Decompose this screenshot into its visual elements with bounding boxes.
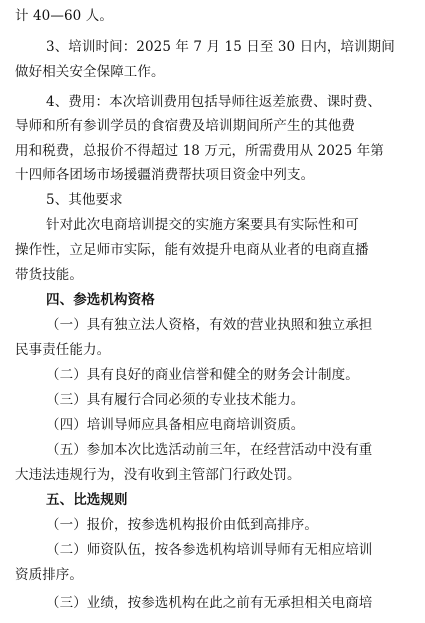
text-line: （一）报价，按参选机构报价由低到高排序。 [46,517,318,533]
text-line: 资质排序。 [15,567,83,583]
text-line: 用和税费，总报价不得超过 18 万元，所需费用从 2025 年第 [15,143,384,159]
text-line: 5、其他要求 [46,192,123,208]
text-line: 针对此次电商培训提交的实施方案要具有实际性和可 [46,217,359,233]
text-line: 4、费用：本次培训费用包括导师往返差旅费、课时费、 [46,94,382,110]
text-line: （三）具有履行合同必须的专业技术能力。 [46,392,305,408]
section-heading: 四、参选机构资格 [46,292,155,308]
text-line: 导师和所有参训学员的食宿费及培训期间所产生的其他费 [15,118,355,134]
text-line: （二）具有良好的商业信誉和健全的财务会计制度。 [46,367,359,383]
text-line: （三）业绩，按参选机构在此之前有无承担相关电商培 [46,595,373,611]
section-heading: 五、比选规则 [46,492,128,508]
text-line: 民事责任能力。 [15,342,111,358]
text-line: （五）参加本次比选活动前三年，在经营活动中没有重 [46,442,373,458]
text-line: （四）培训导师应具备相应电商培训资质。 [46,417,305,433]
text-line: 操作性，立足师市实际，能有效提升电商从业者的电商直播 [15,242,369,258]
text-line: 大违法违规行为，没有收到主管部门行政处罚。 [15,467,301,483]
text-line: 计 40—60 人。 [15,8,113,24]
text-line: （二）师资队伍，按各参选机构培训导师有无相应培训 [46,542,373,558]
text-line: 十四师各团场市场援疆消费帮扶项目资金中列支。 [15,167,315,183]
text-line: （一）具有独立法人资格，有效的营业执照和独立承担 [46,317,373,333]
text-line: 做好相关安全保障工作。 [15,64,165,80]
text-line: 3、培训时间：2025 年 7 月 15 日至 30 日内，培训期间 [46,39,395,55]
text-line: 带货技能。 [15,267,83,283]
